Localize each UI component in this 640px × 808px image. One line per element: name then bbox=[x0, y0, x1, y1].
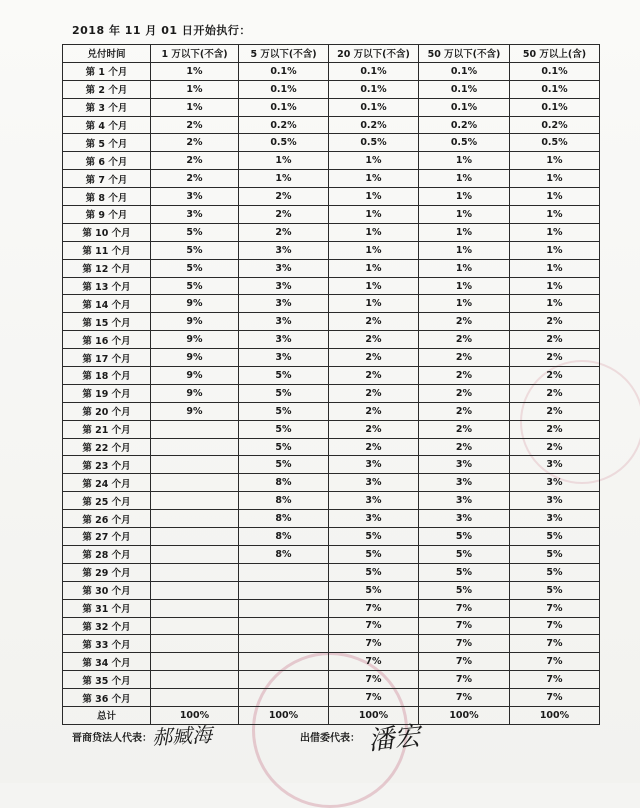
month-label: 第 24 个月 bbox=[63, 474, 151, 492]
rate-cell: 8% bbox=[239, 474, 329, 492]
rate-cell: 1% bbox=[419, 152, 510, 170]
rate-cell bbox=[151, 492, 239, 510]
rate-cell: 2% bbox=[239, 188, 329, 206]
month-label: 第 32 个月 bbox=[63, 617, 151, 635]
rate-cell: 5% bbox=[239, 402, 329, 420]
table-row bbox=[63, 653, 600, 671]
table-row bbox=[63, 277, 600, 295]
rate-cell bbox=[151, 474, 239, 492]
rate-cell: 1% bbox=[151, 80, 239, 98]
rate-cell: 3% bbox=[329, 456, 419, 474]
table-row bbox=[63, 98, 600, 116]
rate-cell bbox=[239, 617, 329, 635]
rate-cell: 9% bbox=[151, 331, 239, 349]
month-label: 第 36 个月 bbox=[63, 689, 151, 707]
rate-cell: 3% bbox=[151, 206, 239, 224]
rate-cell: 1% bbox=[329, 295, 419, 313]
table-row bbox=[63, 492, 600, 510]
rate-cell: 3% bbox=[419, 492, 510, 510]
rate-cell: 1% bbox=[151, 98, 239, 116]
rate-cell: 0.2% bbox=[329, 116, 419, 134]
rate-cell: 0.1% bbox=[419, 98, 510, 116]
rate-cell: 5% bbox=[329, 563, 419, 581]
rate-cell: 2% bbox=[419, 349, 510, 367]
rate-cell: 1% bbox=[239, 170, 329, 188]
rate-cell: 2% bbox=[329, 438, 419, 456]
month-label: 第 18 个月 bbox=[63, 367, 151, 385]
rate-cell: 7% bbox=[329, 671, 419, 689]
rate-cell: 1% bbox=[151, 62, 239, 80]
rate-cell: 1% bbox=[419, 170, 510, 188]
rate-cell: 5% bbox=[419, 581, 510, 599]
rate-cell: 3% bbox=[239, 349, 329, 367]
rate-cell: 2% bbox=[151, 170, 239, 188]
rate-cell: 3% bbox=[510, 510, 600, 528]
month-label: 第 3 个月 bbox=[63, 98, 151, 116]
rate-cell: 7% bbox=[419, 653, 510, 671]
table-row bbox=[63, 170, 600, 188]
month-label: 第 23 个月 bbox=[63, 456, 151, 474]
rate-cell: 1% bbox=[419, 206, 510, 224]
rate-cell: 9% bbox=[151, 349, 239, 367]
table-row bbox=[63, 474, 600, 492]
table-row bbox=[63, 617, 600, 635]
rate-cell: 1% bbox=[419, 223, 510, 241]
header-below-50k: 5 万以下(不含) bbox=[239, 45, 329, 63]
rate-cell: 8% bbox=[239, 528, 329, 546]
rate-cell: 3% bbox=[419, 456, 510, 474]
rate-cell: 7% bbox=[329, 617, 419, 635]
rate-cell: 9% bbox=[151, 313, 239, 331]
rate-cell bbox=[151, 456, 239, 474]
rate-cell: 5% bbox=[151, 223, 239, 241]
rate-cell: 7% bbox=[329, 689, 419, 707]
rate-cell: 0.5% bbox=[329, 134, 419, 152]
rate-cell: 1% bbox=[510, 295, 600, 313]
table-row bbox=[63, 671, 600, 689]
rate-cell: 5% bbox=[510, 581, 600, 599]
rate-cell: 0.5% bbox=[239, 134, 329, 152]
month-label: 第 33 个月 bbox=[63, 635, 151, 653]
rate-cell: 7% bbox=[510, 617, 600, 635]
rate-cell: 9% bbox=[151, 295, 239, 313]
month-label: 第 16 个月 bbox=[63, 331, 151, 349]
total-cell: 100% bbox=[419, 706, 510, 724]
rate-cell: 2% bbox=[510, 367, 600, 385]
header-below-200k: 20 万以下(不含) bbox=[329, 45, 419, 63]
rate-cell: 0.1% bbox=[510, 62, 600, 80]
table-row bbox=[63, 116, 600, 134]
rate-cell: 3% bbox=[510, 456, 600, 474]
rate-cell: 3% bbox=[329, 474, 419, 492]
month-label: 第 27 个月 bbox=[63, 528, 151, 546]
month-label: 第 26 个月 bbox=[63, 510, 151, 528]
rate-cell bbox=[151, 635, 239, 653]
rate-cell: 2% bbox=[419, 313, 510, 331]
month-label: 第 15 个月 bbox=[63, 313, 151, 331]
rate-cell bbox=[151, 528, 239, 546]
month-label: 第 2 个月 bbox=[63, 80, 151, 98]
rate-cell: 2% bbox=[151, 134, 239, 152]
redemption-fee-table bbox=[62, 44, 600, 725]
header-below-500k: 50 万以下(不含) bbox=[419, 45, 510, 63]
rate-cell: 2% bbox=[151, 116, 239, 134]
lender-committee-signature: 潘宏 bbox=[366, 721, 422, 757]
rate-cell: 3% bbox=[419, 510, 510, 528]
rate-cell: 3% bbox=[510, 474, 600, 492]
rate-cell: 5% bbox=[151, 277, 239, 295]
rate-cell: 2% bbox=[510, 349, 600, 367]
table-row bbox=[63, 241, 600, 259]
rate-cell: 2% bbox=[510, 384, 600, 402]
rate-cell: 2% bbox=[239, 206, 329, 224]
rate-cell: 7% bbox=[419, 617, 510, 635]
rate-cell: 2% bbox=[510, 420, 600, 438]
rate-cell: 7% bbox=[329, 635, 419, 653]
lender-committee-label: 出借委代表： bbox=[300, 733, 360, 744]
rate-cell: 0.2% bbox=[419, 116, 510, 134]
rate-cell: 1% bbox=[239, 152, 329, 170]
rate-cell bbox=[239, 599, 329, 617]
rate-cell: 5% bbox=[239, 438, 329, 456]
rate-cell: 0.1% bbox=[329, 80, 419, 98]
table-row bbox=[63, 134, 600, 152]
total-cell: 100% bbox=[239, 706, 329, 724]
month-label: 第 34 个月 bbox=[63, 653, 151, 671]
table-row bbox=[63, 438, 600, 456]
table-row bbox=[63, 510, 600, 528]
total-cell: 100% bbox=[510, 706, 600, 724]
rate-cell: 1% bbox=[510, 170, 600, 188]
rate-cell: 9% bbox=[151, 384, 239, 402]
rate-cell bbox=[151, 671, 239, 689]
table-row bbox=[63, 62, 600, 80]
table-row bbox=[63, 689, 600, 707]
rate-cell: 1% bbox=[510, 188, 600, 206]
document-heading: 2018 年 11 月 01 日开始执行： bbox=[72, 24, 251, 37]
rate-cell: 1% bbox=[419, 277, 510, 295]
rate-cell: 7% bbox=[329, 653, 419, 671]
rate-cell: 2% bbox=[329, 349, 419, 367]
rate-cell: 0.1% bbox=[329, 98, 419, 116]
header-below-10k: 1 万以下(不含) bbox=[151, 45, 239, 63]
rate-cell bbox=[151, 653, 239, 671]
rate-cell: 8% bbox=[239, 545, 329, 563]
rate-cell bbox=[239, 581, 329, 599]
rate-cell: 7% bbox=[419, 689, 510, 707]
rate-cell bbox=[151, 510, 239, 528]
table-row bbox=[63, 635, 600, 653]
month-label: 第 21 个月 bbox=[63, 420, 151, 438]
month-label: 第 10 个月 bbox=[63, 223, 151, 241]
month-label: 第 12 个月 bbox=[63, 259, 151, 277]
header-redemption-time: 兑付时间 bbox=[63, 45, 151, 63]
rate-cell: 2% bbox=[510, 313, 600, 331]
table-row bbox=[63, 223, 600, 241]
legal-representative-label: 晋商贷法人代表： bbox=[72, 733, 152, 744]
rate-cell: 2% bbox=[419, 367, 510, 385]
rate-cell: 3% bbox=[239, 313, 329, 331]
table-row bbox=[63, 599, 600, 617]
rate-cell bbox=[151, 545, 239, 563]
rate-cell: 2% bbox=[329, 331, 419, 349]
rate-cell: 2% bbox=[329, 384, 419, 402]
table-row bbox=[63, 331, 600, 349]
rate-cell: 5% bbox=[329, 581, 419, 599]
rate-cell: 3% bbox=[239, 331, 329, 349]
month-label: 第 20 个月 bbox=[63, 402, 151, 420]
rate-cell: 5% bbox=[419, 563, 510, 581]
rate-cell bbox=[151, 689, 239, 707]
rate-cell bbox=[151, 563, 239, 581]
rate-cell: 3% bbox=[510, 492, 600, 510]
month-label: 第 31 个月 bbox=[63, 599, 151, 617]
table-row bbox=[63, 349, 600, 367]
month-label: 第 1 个月 bbox=[63, 62, 151, 80]
rate-cell: 1% bbox=[510, 206, 600, 224]
rate-cell: 1% bbox=[329, 188, 419, 206]
rate-cell bbox=[151, 438, 239, 456]
rate-cell: 5% bbox=[329, 528, 419, 546]
rate-cell: 0.5% bbox=[419, 134, 510, 152]
rate-cell bbox=[151, 420, 239, 438]
rate-cell bbox=[239, 671, 329, 689]
rate-cell: 1% bbox=[419, 241, 510, 259]
rate-cell: 1% bbox=[329, 223, 419, 241]
rate-cell: 2% bbox=[329, 420, 419, 438]
rate-cell: 8% bbox=[239, 492, 329, 510]
rate-cell: 5% bbox=[510, 563, 600, 581]
rate-cell: 1% bbox=[329, 259, 419, 277]
rate-cell: 1% bbox=[329, 206, 419, 224]
total-cell: 100% bbox=[329, 706, 419, 724]
rate-cell: 8% bbox=[239, 510, 329, 528]
rate-cell: 5% bbox=[239, 420, 329, 438]
rate-cell: 5% bbox=[151, 259, 239, 277]
rate-cell: 0.1% bbox=[239, 98, 329, 116]
table-row bbox=[63, 528, 600, 546]
rate-cell: 2% bbox=[419, 438, 510, 456]
rate-cell: 9% bbox=[151, 402, 239, 420]
month-label: 第 30 个月 bbox=[63, 581, 151, 599]
rate-cell: 7% bbox=[510, 635, 600, 653]
rate-cell: 1% bbox=[510, 277, 600, 295]
rate-cell: 1% bbox=[419, 259, 510, 277]
rate-cell: 7% bbox=[510, 653, 600, 671]
rate-cell: 1% bbox=[510, 223, 600, 241]
rate-cell: 1% bbox=[329, 170, 419, 188]
table-row bbox=[63, 188, 600, 206]
rate-cell: 2% bbox=[239, 223, 329, 241]
rate-cell: 3% bbox=[239, 295, 329, 313]
rate-cell: 0.2% bbox=[239, 116, 329, 134]
rate-cell: 1% bbox=[510, 241, 600, 259]
rate-cell bbox=[151, 581, 239, 599]
rate-cell: 3% bbox=[239, 241, 329, 259]
rate-cell: 7% bbox=[510, 599, 600, 617]
rate-cell: 5% bbox=[239, 367, 329, 385]
rate-cell: 0.1% bbox=[239, 62, 329, 80]
rate-cell: 5% bbox=[239, 456, 329, 474]
rate-cell: 3% bbox=[419, 474, 510, 492]
table-row bbox=[63, 384, 600, 402]
table-row bbox=[63, 206, 600, 224]
month-label: 第 35 个月 bbox=[63, 671, 151, 689]
total-label: 总计 bbox=[63, 706, 151, 724]
month-label: 第 17 个月 bbox=[63, 349, 151, 367]
table-row bbox=[63, 563, 600, 581]
table-row bbox=[63, 295, 600, 313]
month-label: 第 6 个月 bbox=[63, 152, 151, 170]
rate-cell: 1% bbox=[419, 188, 510, 206]
table-row bbox=[63, 313, 600, 331]
rate-cell: 2% bbox=[510, 438, 600, 456]
rate-cell: 3% bbox=[151, 188, 239, 206]
rate-cell: 3% bbox=[329, 492, 419, 510]
rate-cell: 2% bbox=[329, 367, 419, 385]
month-label: 第 7 个月 bbox=[63, 170, 151, 188]
month-label: 第 8 个月 bbox=[63, 188, 151, 206]
rate-cell: 1% bbox=[419, 295, 510, 313]
rate-cell: 3% bbox=[239, 277, 329, 295]
table-header-row bbox=[63, 45, 600, 63]
month-label: 第 29 个月 bbox=[63, 563, 151, 581]
table-row bbox=[63, 456, 600, 474]
total-cell: 100% bbox=[151, 706, 239, 724]
table-row bbox=[63, 581, 600, 599]
rate-cell: 2% bbox=[329, 313, 419, 331]
rate-cell: 7% bbox=[419, 635, 510, 653]
rate-cell: 1% bbox=[329, 152, 419, 170]
month-label: 第 22 个月 bbox=[63, 438, 151, 456]
rate-cell: 5% bbox=[510, 528, 600, 546]
rate-cell: 5% bbox=[239, 384, 329, 402]
rate-cell: 7% bbox=[419, 599, 510, 617]
rate-cell: 0.1% bbox=[510, 80, 600, 98]
rate-cell bbox=[151, 599, 239, 617]
rate-cell bbox=[239, 635, 329, 653]
rate-cell: 0.5% bbox=[510, 134, 600, 152]
rate-cell: 5% bbox=[329, 545, 419, 563]
rate-cell: 1% bbox=[510, 259, 600, 277]
month-label: 第 19 个月 bbox=[63, 384, 151, 402]
total-row bbox=[63, 706, 600, 724]
month-label: 第 25 个月 bbox=[63, 492, 151, 510]
rate-cell: 7% bbox=[510, 689, 600, 707]
rate-cell: 2% bbox=[419, 420, 510, 438]
rate-cell bbox=[151, 617, 239, 635]
rate-cell: 0.2% bbox=[510, 116, 600, 134]
rate-cell: 5% bbox=[419, 528, 510, 546]
table-row bbox=[63, 152, 600, 170]
rate-cell: 0.1% bbox=[419, 80, 510, 98]
month-label: 第 28 个月 bbox=[63, 545, 151, 563]
rate-cell: 3% bbox=[329, 510, 419, 528]
rate-cell: 2% bbox=[510, 402, 600, 420]
rate-cell: 1% bbox=[329, 241, 419, 259]
month-label: 第 4 个月 bbox=[63, 116, 151, 134]
table-row bbox=[63, 80, 600, 98]
header-above-500k: 50 万以上(含) bbox=[510, 45, 600, 63]
table-row bbox=[63, 259, 600, 277]
rate-cell bbox=[239, 653, 329, 671]
rate-cell: 0.1% bbox=[329, 62, 419, 80]
rate-cell: 5% bbox=[419, 545, 510, 563]
rate-cell: 1% bbox=[329, 277, 419, 295]
rate-cell: 0.1% bbox=[419, 62, 510, 80]
rate-cell: 2% bbox=[419, 384, 510, 402]
rate-cell: 7% bbox=[510, 671, 600, 689]
rate-cell: 2% bbox=[510, 331, 600, 349]
rate-cell: 2% bbox=[419, 402, 510, 420]
legal-representative-signature: 郝臧海 bbox=[151, 722, 213, 750]
table-row bbox=[63, 367, 600, 385]
table-row bbox=[63, 545, 600, 563]
rate-cell: 0.1% bbox=[510, 98, 600, 116]
rate-cell bbox=[239, 563, 329, 581]
rate-cell: 9% bbox=[151, 367, 239, 385]
month-label: 第 9 个月 bbox=[63, 206, 151, 224]
rate-cell: 0.1% bbox=[239, 80, 329, 98]
month-label: 第 13 个月 bbox=[63, 277, 151, 295]
rate-cell bbox=[239, 689, 329, 707]
month-label: 第 11 个月 bbox=[63, 241, 151, 259]
rate-cell: 2% bbox=[151, 152, 239, 170]
rate-cell: 7% bbox=[419, 671, 510, 689]
rate-cell: 5% bbox=[151, 241, 239, 259]
month-label: 第 14 个月 bbox=[63, 295, 151, 313]
table-row bbox=[63, 402, 600, 420]
rate-cell: 5% bbox=[510, 545, 600, 563]
rate-cell: 1% bbox=[510, 152, 600, 170]
table-row bbox=[63, 420, 600, 438]
rate-cell: 2% bbox=[329, 402, 419, 420]
month-label: 第 5 个月 bbox=[63, 134, 151, 152]
rate-cell: 7% bbox=[329, 599, 419, 617]
rate-cell: 3% bbox=[239, 259, 329, 277]
rate-cell: 2% bbox=[419, 331, 510, 349]
